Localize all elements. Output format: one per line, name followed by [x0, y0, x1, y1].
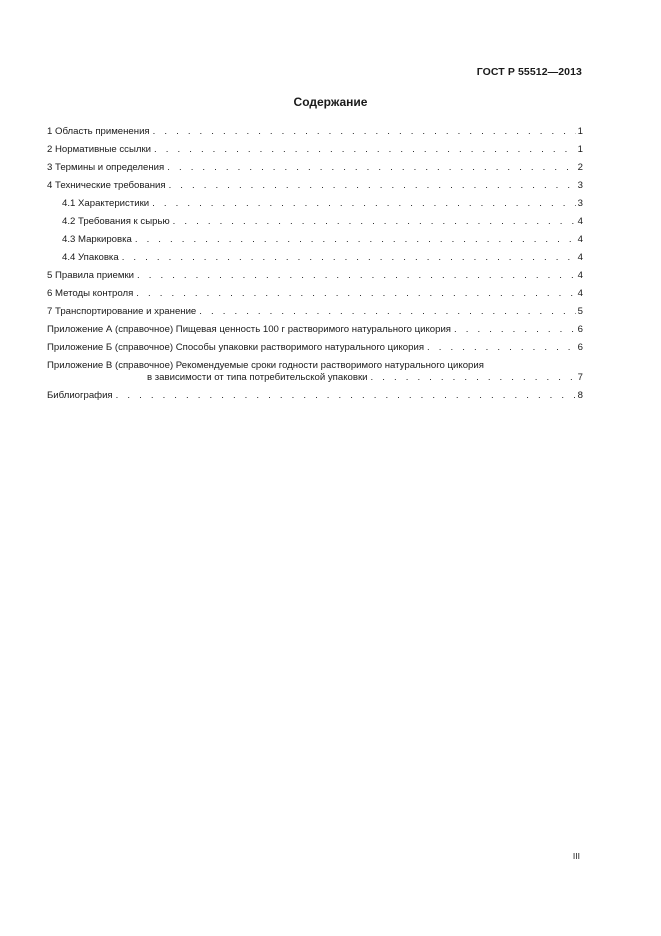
toc-entry-appendix-a[interactable]	[47, 324, 583, 336]
dot-leader	[122, 252, 576, 264]
toc-entry-label-continued: в зависимости от типа потребительской упаковки	[147, 372, 368, 383]
toc-entry-control-methods[interactable]	[47, 288, 583, 300]
toc-entry-line	[47, 360, 583, 372]
toc-entry-technical-requirements[interactable]	[47, 180, 583, 192]
toc-entry-page: 4	[577, 252, 583, 263]
toc-entry-raw-materials[interactable]	[47, 216, 583, 228]
toc-entry-appendix-v[interactable]	[47, 360, 583, 384]
dot-leader	[173, 216, 576, 228]
toc-entry-page: 1	[577, 126, 583, 137]
dot-leader	[154, 144, 576, 156]
dot-leader	[169, 180, 576, 192]
toc-entry-label: 4.1 Характеристики	[62, 198, 150, 209]
dot-leader	[152, 198, 576, 210]
toc-entry-label: 4.2 Требования к сырью	[62, 216, 170, 227]
toc-entry-page: 7	[577, 372, 583, 383]
toc-entry-label: 2 Нормативные ссылки	[47, 144, 152, 155]
toc-entry-acceptance-rules[interactable]	[47, 270, 583, 282]
toc-entry-label: 6 Методы контроля	[47, 288, 134, 299]
dot-leader	[116, 390, 576, 402]
toc-entry-characteristics[interactable]	[47, 198, 583, 210]
toc-entry-marking[interactable]	[47, 234, 583, 246]
dot-leader	[136, 288, 575, 300]
toc-entry-page: 4	[577, 216, 583, 227]
dot-leader	[199, 306, 575, 318]
toc-entry-appendix-b[interactable]	[47, 342, 583, 354]
toc-entry-packaging[interactable]	[47, 252, 583, 264]
toc-entry-page: 4	[577, 288, 583, 299]
toc-entry-page: 4	[577, 234, 583, 245]
toc-entry-page: 2	[577, 162, 583, 173]
toc-entry-page: 6	[577, 324, 583, 335]
toc-entry-label: 4.4 Упаковка	[62, 252, 119, 263]
toc-entry-label: Приложение Б (справочное) Способы упаковки растворимого натурального цикория	[47, 342, 425, 353]
toc-entry-label: 1 Область применения	[47, 126, 150, 137]
toc-entry-label: Библиография	[47, 390, 113, 401]
page-number: III	[572, 851, 580, 861]
toc-entry-label: 4 Технические требования	[47, 180, 166, 191]
table-of-contents	[47, 126, 583, 408]
toc-entry-page: 8	[577, 390, 583, 401]
toc-entry-page: 5	[577, 306, 583, 317]
dot-leader	[454, 324, 576, 336]
toc-entry-page: 4	[577, 270, 583, 281]
toc-entry-scope[interactable]	[47, 126, 583, 138]
toc-entry-label: 5 Правила приемки	[47, 270, 134, 281]
toc-entry-transport-storage[interactable]	[47, 306, 583, 318]
toc-entry-label: Приложение А (справочное) Пищевая ценность 100 г растворимого натурального цикория	[47, 324, 451, 335]
toc-entry-bibliography[interactable]	[47, 390, 583, 402]
document-code: ГОСТ Р 55512—2013	[476, 66, 582, 78]
toc-entry-page: 6	[577, 342, 583, 353]
toc-entry-page: 1	[577, 144, 583, 155]
toc-entry-label: Приложение В (справочное) Рекомендуемые сроки годности растворимого натурального цикория	[47, 360, 484, 371]
dot-leader	[137, 270, 576, 282]
toc-entry-label: 4.3 Маркировка	[62, 234, 132, 245]
dot-leader	[135, 234, 576, 246]
dot-leader	[427, 342, 576, 354]
toc-entry-terms[interactable]	[47, 162, 583, 174]
dot-leader	[371, 372, 576, 384]
toc-entry-line	[47, 372, 583, 384]
toc-entry-page: 3	[577, 180, 583, 191]
toc-entry-label: 7 Транспортирование и хранение	[47, 306, 197, 317]
toc-entry-label: 3 Термины и определения	[47, 162, 165, 173]
dot-leader	[153, 126, 576, 138]
toc-title: Содержание	[293, 95, 368, 109]
dot-leader	[167, 162, 575, 174]
toc-entry-page: 3	[577, 198, 583, 209]
toc-entry-normative-references[interactable]	[47, 144, 583, 156]
